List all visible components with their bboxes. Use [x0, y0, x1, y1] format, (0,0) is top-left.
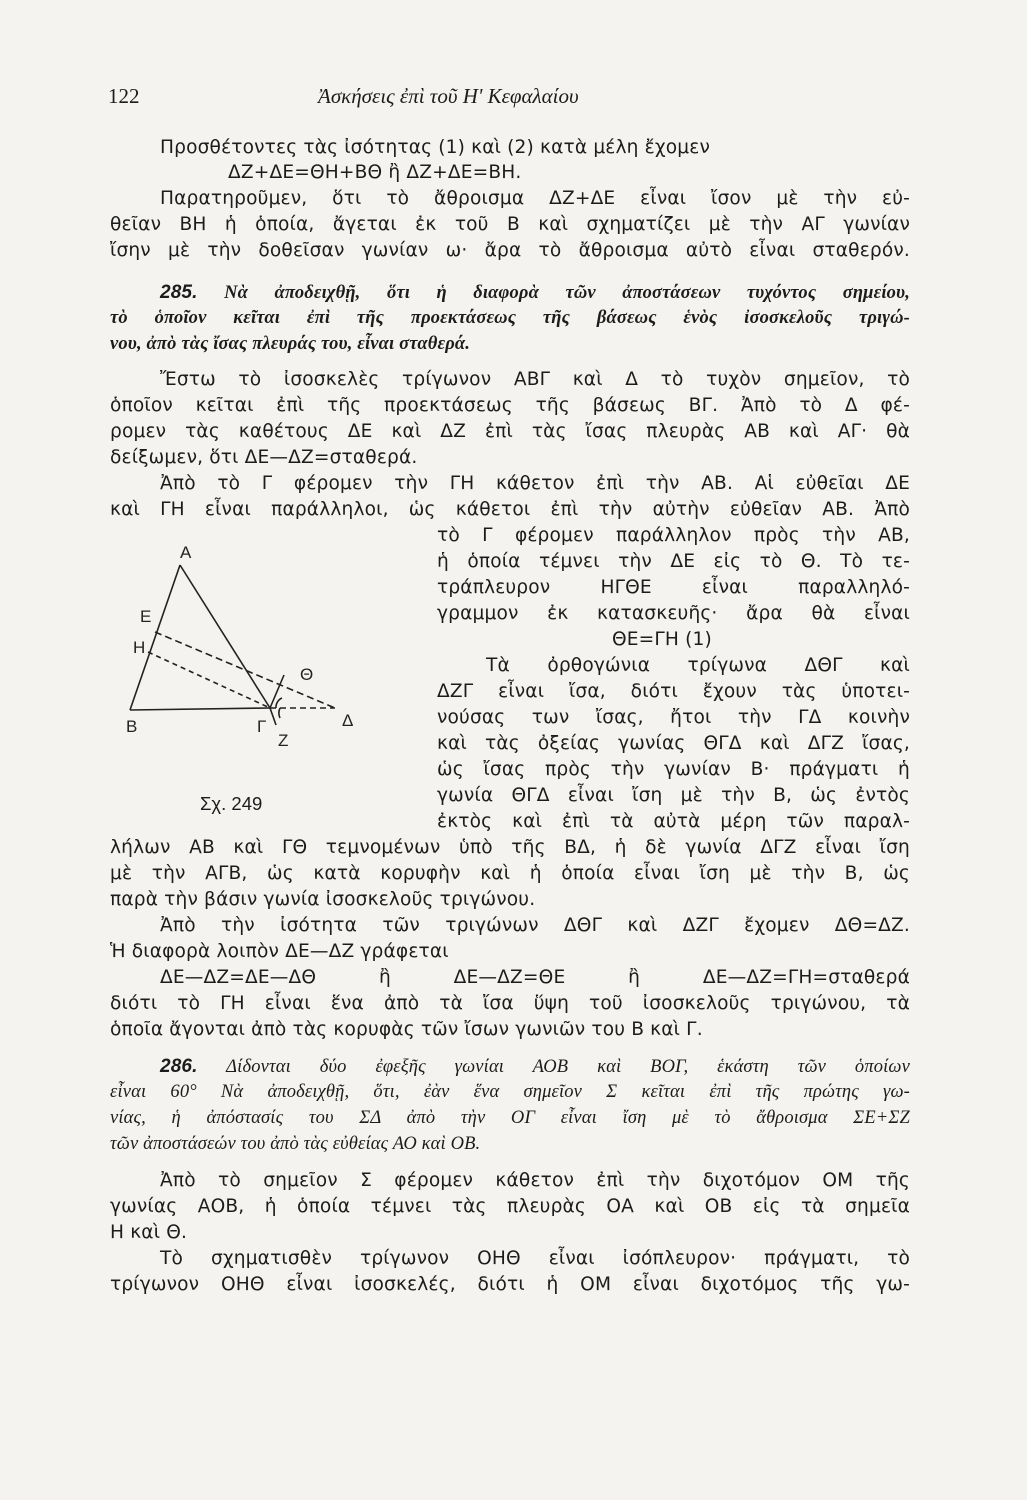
- text-line: ὁποῖον κεῖται ἐπὶ τῆς προεκτάσεως τῆς βάσεως ΒΓ. Ἀπὸ τὸ Δ φέ-: [110, 395, 910, 416]
- problem-statement-line: τῶν ἀποστάσεών του ἀπὸ τὰς εὐθείας ΑΟ καὶ ΟΒ.: [110, 1134, 481, 1154]
- label-G: Γ: [257, 717, 267, 736]
- text-line: λήλων ΑΒ καὶ ΓΘ τεμνομένων ὑπὸ τῆς ΒΔ, ἡ δὲ γωνία ΔΓΖ εἶναι ἴση: [110, 837, 910, 858]
- running-title: Ἀσκήσεις ἐπὶ τοῦ Η' Κεφαλαίου: [318, 84, 579, 108]
- text-line: ΔΖΓ εἶναι ἴσα, διότι ἔχουν τὰς ὑποτει-: [437, 681, 910, 702]
- label-H: Η: [133, 638, 146, 657]
- angle-arc: [276, 698, 282, 708]
- text-line: Προσθέτοντες τὰς ἰσότητας (1) καὶ (2) κατὰ μέλη ἔχομεν: [160, 137, 710, 158]
- text-line: θεῖαν ΒΗ ἡ ὁποία, ἄγεται ἐκ τοῦ Β καὶ σχηματίζει μὲ τὴν ΑΓ γωνίαν: [110, 214, 910, 235]
- text-line: Ἡ διαφορὰ λοιπὸν ΔΕ—ΔΖ γράφεται: [110, 941, 449, 962]
- equation-line: ΔΖ+ΔΕ=ΘΗ+ΒΘ ἢ ΔΖ+ΔΕ=ΒΗ.: [228, 162, 522, 183]
- problem-statement-line: εἶναι 60° Νὰ ἀποδειχθῇ, ὅτι, ἐὰν ἕνα σημεῖον Σ κεῖται ἐπὶ τῆς πρώτης γω-: [110, 1082, 910, 1102]
- perpendicular-DZ: [270, 708, 276, 725]
- text-line: τὸ Γ φέρομεν παράλληλον πρὸς τὴν ΑΒ,: [437, 525, 910, 546]
- problem-number: 286.: [160, 1056, 198, 1077]
- label-A: Α: [180, 543, 192, 562]
- problem-statement-line: νου, ἀπὸ τὰς ἴσας πλευράς του, εἶναι σταθερά.: [110, 334, 471, 354]
- text-line: Ἀπὸ τὴν ἰσότητα τῶν τριγώνων ΔΘΓ καὶ ΔΖΓ ἔχομεν ΔΘ=ΔΖ.: [160, 915, 910, 936]
- label-E: Ε: [140, 607, 152, 626]
- text-line: Η καὶ Θ.: [110, 1222, 188, 1243]
- base-BG: [130, 708, 270, 710]
- text-line: Τὰ ὀρθογώνια τρίγωνα ΔΘΓ καὶ: [486, 655, 910, 676]
- page-header: [108, 84, 908, 114]
- text-line: δείξωμεν, ὅτι ΔΕ—ΔΖ=σταθερά.: [110, 447, 418, 468]
- text-line: ρομεν τὰς καθέτους ΔΕ καὶ ΔΖ ἐπὶ τὰς ἴσας πλευρὰς ΑΒ καὶ ΑΓ· θὰ: [110, 421, 910, 442]
- text-line: ἴσην μὲ τὴν δοθεῖσαν γωνίαν ω· ἄρα τὸ ἄθροισμα αὐτὸ εἶναι σταθερόν.: [110, 240, 910, 261]
- problem-statement-line: νίας, ἡ ἀπόστασίς του ΣΔ ἀπὸ τὴν ΟΓ εἶναι ἴση μὲ τὸ ἄθροισμα ΣΕ+ΣΖ: [110, 1108, 910, 1128]
- label-Th: Θ: [300, 665, 314, 684]
- figure-caption: Σχ. 249: [200, 793, 263, 814]
- text-line: καὶ τὰς ὀξείας γωνίας ΘΓΔ καὶ ΔΓΖ ἴσας,: [437, 733, 910, 754]
- text-line: Παρατηροῦμεν, ὅτι τὸ ἄθροισμα ΔΖ+ΔΕ εἶναι ἴσον μὲ τὴν εὐ-: [160, 188, 910, 209]
- text-line: νούσας των ἴσας, ἤτοι τὴν ΓΔ κοινὴν: [437, 707, 910, 728]
- text-line: τρίγωνον ΟΗΘ εἶναι ἰσοσκελές, διότι ἡ ΟΜ εἶναι διχοτόμος τῆς γω-: [110, 1274, 910, 1295]
- text-line: Ἀπὸ τὸ σημεῖον Σ φέρομεν κάθετον ἐπὶ τὴν διχοτόμον ΟΜ τῆς: [160, 1170, 910, 1191]
- text-line: ὁποῖα ἄγονται ἀπὸ τὰς κορυφὰς τῶν ἴσων γωνιῶν του Β καὶ Γ.: [110, 1019, 703, 1040]
- angle-arc: [279, 708, 280, 718]
- page-number: 122: [108, 84, 140, 108]
- text-line: μὲ τὴν ΑΓΒ, ὡς κατὰ κορυφὴν καὶ ἡ ὁποία εἶναι ἴση μὲ τὴν Β, ὡς: [110, 863, 910, 884]
- problem-statement-line: τὸ ὁποῖον κεῖται ἐπὶ τῆς προεκτάσεως τῆς βάσεως ἑνὸς ἰσοσκελοῦς τριγώ-: [110, 308, 910, 328]
- problem-number: 285.: [160, 282, 198, 303]
- text-line: Ἔστω τὸ ἰσοσκελὲς τρίγωνον ΑΒΓ καὶ Δ τὸ τυχὸν σημεῖον, τὸ: [160, 369, 910, 390]
- text-line: γωνία ΘΓΔ εἶναι ἴση μὲ τὴν Β, ὡς ἐντὸς: [437, 785, 910, 806]
- text-line: Ἀπὸ τὸ Γ φέρομεν τὴν ΓΗ κάθετον ἐπὶ τὴν ΑΒ. Αἱ εὐθεῖαι ΔΕ: [160, 473, 910, 494]
- text-line: ὡς ἴσας πρὸς τὴν γωνίαν Β· πράγματι ἡ: [437, 759, 910, 780]
- equation-line: ΘΕ=ΓΗ (1): [612, 629, 712, 650]
- text-line: τράπλευρον ΗΓΘΕ εἶναι παραλληλό-: [437, 577, 910, 598]
- text-line: γραμμον ἐκ κατασκευῆς· ἄρα θὰ εἶναι: [437, 603, 910, 624]
- text-line: παρὰ τὴν βάσιν γωνία ἰσοσκελοῦς τριγώνου.: [110, 889, 536, 910]
- text-line: γωνίας ΑΟΒ, ἡ ὁποία τέμνει τὰς πλευρὰς ΟΑ καὶ ΟΒ εἰς τὰ σημεῖα: [110, 1196, 910, 1217]
- label-B: Β: [126, 717, 138, 736]
- text-line: ἐκτὸς καὶ ἐπὶ τὰ αὐτὰ μέρη τῶν παραλ-: [437, 811, 910, 832]
- text-line: ἡ ὁποία τέμνει τὴν ΔΕ εἰς τὸ Θ. Τὸ τε-: [437, 551, 910, 572]
- label-D: Δ: [342, 711, 354, 730]
- problem-statement: 286. Δίδονται δύο ἐφεξῆς γωνίαι ΑΟΒ καὶ ΒΟΓ, ἑκάστη τῶν ὁποίων: [160, 1056, 910, 1077]
- text-line: καὶ ΓΗ εἶναι παράλληλοι, ὡς κάθετοι ἐπὶ τὴν αὐτὴν εὐθεῖαν ΑΒ. Ἀπὸ: [110, 499, 910, 520]
- label-Z: Ζ: [278, 731, 289, 750]
- text-line: Τὸ σχηματισθὲν τρίγωνον ΟΗΘ εἶναι ἰσόπλευρον· πράγματι, τὸ: [160, 1248, 910, 1269]
- text-line: διότι τὸ ΓΗ εἶναι ἕνα ἀπὸ τὰ ἴσα ὕψη τοῦ ἰσοσκελοῦς τριγώνου, τὰ: [110, 993, 910, 1014]
- equation-line: ΔΕ—ΔΖ=ΔΕ—ΔΘ ἢ ΔΕ—ΔΖ=ΘΕ ἢ ΔΕ—ΔΖ=ΓΗ=σταθερά: [160, 967, 910, 988]
- problem-statement: 285. Νὰ ἀποδειχθῇ, ὅτι ἡ διαφορὰ τῶν ἀποστάσεων τυχόντος σημείου,: [160, 282, 910, 303]
- triangle-figure: [100, 540, 400, 790]
